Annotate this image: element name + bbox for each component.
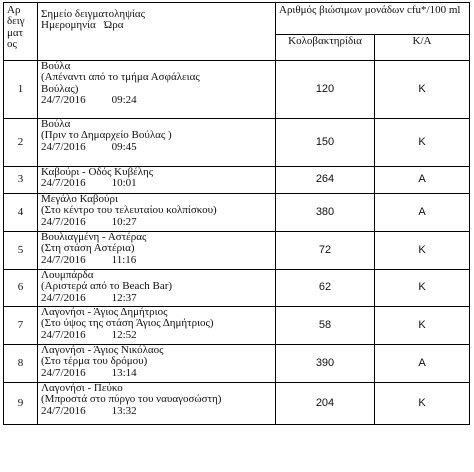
coliform-count: 150 — [276, 119, 375, 167]
table-row — [4, 307, 470, 345]
ka-rating: Κ — [375, 307, 470, 345]
sample-number: 8 — [4, 345, 38, 383]
coliform-count: 264 — [276, 167, 375, 194]
sample-time: 09:45 — [111, 140, 137, 153]
location-line: Καβούρι - Οδός Κυβέλης — [41, 166, 154, 178]
sampling-point — [38, 232, 276, 270]
header-sampling-point — [38, 3, 276, 61]
header-no-line: ος — [7, 38, 17, 51]
sample-time: 11:16 — [111, 253, 137, 266]
sample-time: 13:32 — [111, 404, 137, 417]
coliform-count: 120 — [276, 61, 375, 119]
sample-number: 5 — [4, 232, 38, 270]
location-line: (Στο ύψος της στάση Άγιος Δημήτριος) — [41, 317, 214, 330]
header-sampling-point-label: Σημείο δειγματοληψίας — [41, 8, 146, 20]
sample-date: 24/7/2016 — [41, 404, 86, 417]
sample-time: 12:37 — [111, 291, 137, 304]
coliform-count: 72 — [276, 232, 375, 270]
header-viable-units: Αριθμός βιώσιμων μονάδων cfu*/100 ml — [276, 3, 470, 35]
sampling-point — [38, 61, 276, 119]
sampling-point — [38, 194, 276, 232]
table-row — [4, 119, 470, 167]
location-line: (Στο κέντρο του τελευταίου κολπίσκου) — [41, 204, 217, 217]
date-time-line — [41, 95, 272, 106]
ka-rating: Α — [375, 194, 470, 232]
location-line: Λουμπάρδα — [41, 269, 94, 281]
table-row — [4, 270, 470, 307]
date-time-line — [41, 178, 272, 189]
table-row — [4, 383, 470, 425]
date-time-line — [41, 330, 272, 341]
table-row — [4, 194, 470, 232]
location-line: (Απέναντι από το τμήμα Ασφάλειας — [41, 71, 200, 84]
table-row — [4, 345, 470, 383]
coliform-count: 380 — [276, 194, 375, 232]
location-line: (Μπροστά στο πύργο του ναυαγοσώστη) — [41, 393, 222, 406]
sample-date: 24/7/2016 — [41, 253, 86, 266]
sample-number: 3 — [4, 167, 38, 194]
sample-number: 7 — [4, 307, 38, 345]
table-row — [4, 61, 470, 119]
location-line: (Στη στάση Αστέρια) — [41, 242, 135, 255]
ka-rating: Κ — [375, 119, 470, 167]
location-line: Βούλα — [41, 118, 71, 130]
coliform-count: 62 — [276, 270, 375, 307]
sample-number: 6 — [4, 270, 38, 307]
date-time-line — [41, 255, 272, 266]
header-no-line: Αρ — [7, 4, 21, 16]
sample-date: 24/7/2016 — [41, 177, 86, 190]
location-line: (Στο τέρμα του δρόμου) — [41, 355, 148, 368]
header-no-line: δειγ — [7, 15, 25, 28]
sampling-point — [38, 307, 276, 345]
location-line: Μεγάλο Καβούρι — [41, 193, 118, 205]
ka-rating: Κ — [375, 383, 470, 425]
location-line: Βούλα — [41, 60, 71, 72]
ka-rating: Κ — [375, 232, 470, 270]
sample-time: 12:52 — [111, 328, 137, 341]
date-time-line — [41, 217, 272, 228]
location-line: Βούλας) — [41, 82, 79, 95]
location-line: Λαγονήσι - Πεύκο — [41, 382, 123, 394]
coliform-count: 58 — [276, 307, 375, 345]
sample-time: 10:01 — [111, 177, 137, 190]
sampling-results-table — [3, 2, 470, 425]
sample-time: 09:24 — [111, 94, 137, 107]
table-row — [4, 167, 470, 194]
ka-rating: Α — [375, 345, 470, 383]
sample-date: 24/7/2016 — [41, 291, 86, 304]
date-time-line — [41, 293, 272, 304]
sampling-point — [38, 119, 276, 167]
header-date-time-label: Ημερομηνία Ώρα — [41, 19, 124, 32]
header-coliform: Κολοβακτηρίδια — [276, 35, 375, 61]
sample-time: 10:27 — [111, 215, 137, 228]
sampling-point — [38, 383, 276, 425]
date-time-line — [41, 368, 272, 379]
sample-date: 24/7/2016 — [41, 94, 86, 107]
table-row — [4, 232, 470, 270]
coliform-count: 390 — [276, 345, 375, 383]
header-ka: Κ/Α — [375, 35, 470, 61]
sample-date: 24/7/2016 — [41, 366, 86, 379]
sampling-point — [38, 270, 276, 307]
location-line: (Αριστερά από το Beach Bar) — [41, 280, 173, 293]
header-sample-number — [4, 3, 38, 61]
sample-date: 24/7/2016 — [41, 328, 86, 341]
ka-rating: Κ — [375, 61, 470, 119]
ka-rating: Κ — [375, 270, 470, 307]
location-line: Λαγονήσι - Άγιος Νικόλαος — [41, 344, 164, 356]
sample-date: 24/7/2016 — [41, 140, 86, 153]
ka-rating: Α — [375, 167, 470, 194]
date-time-line — [41, 406, 272, 417]
location-line: Λαγονήσι - Άγιος Δημήτριος — [41, 306, 168, 318]
sample-number: 2 — [4, 119, 38, 167]
sample-number: 4 — [4, 194, 38, 232]
sample-time: 13:14 — [111, 366, 137, 379]
sample-number: 9 — [4, 383, 38, 425]
sampling-point — [38, 345, 276, 383]
location-line: Βουλιαγμένη - Αστέρας — [41, 231, 147, 243]
sample-date: 24/7/2016 — [41, 215, 86, 228]
coliform-count: 204 — [276, 383, 375, 425]
sampling-point — [38, 167, 276, 194]
location-line: (Πριν το Δημαρχείο Βούλας ) — [41, 129, 172, 142]
header-no-line: ματ — [7, 26, 24, 39]
sample-number: 1 — [4, 61, 38, 119]
header-row-1 — [4, 3, 470, 35]
date-time-line — [41, 142, 272, 153]
